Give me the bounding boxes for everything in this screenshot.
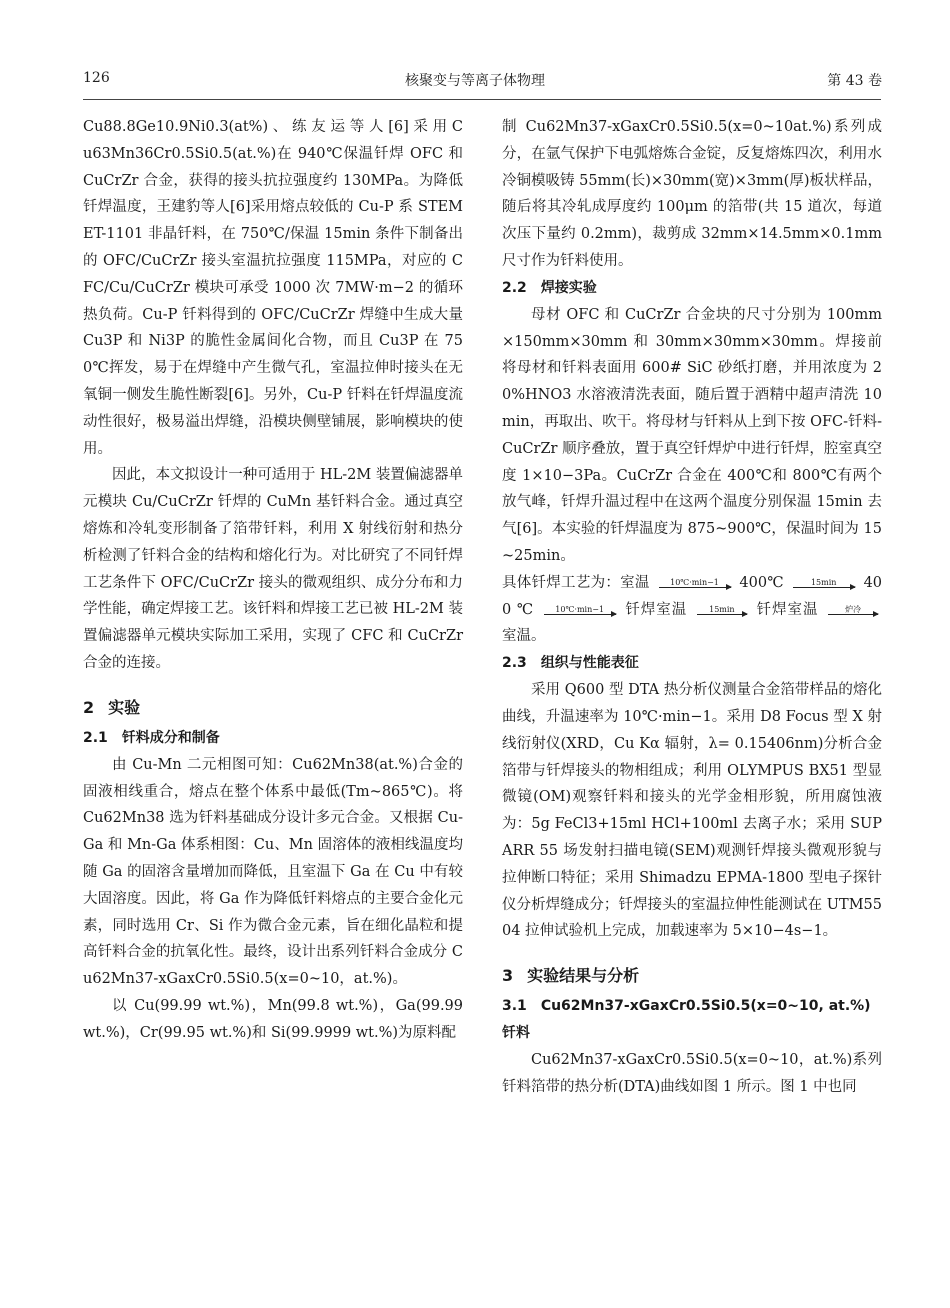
subsection-heading <box>83 725 463 752</box>
arrow-label: 10℃·min−1 <box>670 577 719 587</box>
subsection-heading <box>502 993 882 1047</box>
subsection-number: 3.1 <box>502 998 527 1015</box>
section-number: 3 <box>502 966 514 986</box>
arrow-label: 10℃·min−1 <box>555 604 605 614</box>
process-arrow <box>828 605 878 615</box>
paragraph: 母材 OFC 和 CuCrZr 合金块的尺寸分别为 100mm×150mm×30mm 和 30mm×30mm×30mm。焊接前将母材和钎料表面用 600# SiC 砂纸打磨，并用浓度为 20%HNO3 水溶液清洗表面，随后置于酒精中超声清洗 10min，再取出、吹干。将母材与钎料从上到下按 OFC-钎料-CuCrZr 顺序叠放，置于真空钎焊炉中进行钎焊，腔室真空度 1×10−3Pa。CuCrZr 合金在 400℃和 800℃有两个放气峰，钎焊升温过程中在这两个温度分别保温 15min 去气[6]。本实验的钎焊温度为 875~900℃，保温时间为 15~25min。 <box>502 306 882 564</box>
process-step: 室温。 <box>502 628 546 645</box>
paragraph: 因此，本文拟设计一种可适用于 HL-2M 装置偏滤器单元模块 Cu/CuCrZr 钎焊的 CuMn 基钎料合金。通过真空熔炼和冷轧变形制备了箔带钎料，利用 X 射线衍射和热分析检测了钎料合金的结构和熔化行为。对比研究了不同钎焊工艺条件下 OFC/CuCrZr 接头的微观组织、成分分布和力学性能，确定焊接工艺。该钎料和焊接工艺已被 HL-2M 装置偏滤器单元模块实际加工采用，实现了 CFC 和 CuCrZr 合金的连接。 <box>83 467 463 671</box>
section-title: 实验结果与分析 <box>527 966 640 986</box>
process-arrow <box>544 605 616 615</box>
brazing-process <box>502 570 882 650</box>
subsection-title: 焊接实验 <box>540 279 597 296</box>
section-heading <box>502 963 882 989</box>
right-column <box>502 114 882 1101</box>
process-step: 400 ℃ <box>502 574 883 618</box>
paragraph: 由 Cu-Mn 二元相图可知：Cu62Mn38(at.%)合金的固液相线重合，熔点在整个体系中最低(Tm~865℃)。将 Cu62Mn38 选为钎料基础成分设计多元合金。又根据 Cu-Ga 和 Mn-Ga 体系相图：Cu、Mn 固溶体的液相线温度均随 Ga 的固溶含量增加而降低，且室温下 Ga 在 Cu 中有较大固溶度。因此，将 Ga 作为降低钎料熔点的主要合金化元素，同时选用 Cr、Si 作为微合金元素，旨在细化晶粒和提高钎料合金的抗氧化性。最终，设计出系列钎料合金成分 Cu62Mn37-xGaxCr0.5Si0.5(x=0~10，at.%)。 <box>83 756 463 988</box>
paragraph: Cu88.8Ge10.9Ni0.3(at%) 、 练 友 运 等 人 [6] 采 用 Cu63Mn36Cr0.5Si0.5(at.%)在 940℃保温钎焊 OFC 和 CuCrZr 合金，获得的接头抗拉强度约 130MPa。为降低钎焊温度，王建豹等人[6]采用熔点较低的 Cu-P 系 STEMET-1101 非晶钎料，在 750℃/保温 15min 条件下制备出的 OFC/CuCrZr 接头室温抗拉强度 115MPa，对应的 CFC/Cu/CuCrZr 模块可承受 1000 次 7MW·m−2 的循环热负荷。Cu-P 钎料得到的 OFC/CuCrZr 焊缝中生成大量 Cu3P 和 Ni3P 的脆性金属间化合物，而且 Cu3P 在 750℃挥发，易于在焊缝中产生微气孔，室温拉伸时接头在无氧铜一侧发生脆性断裂[6]。另外，Cu-P 钎料在钎焊温度流动性很好，极易溢出焊缝，沿模块侧壁铺展，影响模块的使用。 <box>83 119 463 457</box>
section-number: 2 <box>83 697 95 717</box>
subsection-number: 2.1 <box>83 729 108 746</box>
header-rule <box>83 99 881 100</box>
paragraph: 采用 Q600 型 DTA 热分析仪测量合金箔带样品的熔化曲线，升温速率为 10℃·min−1。采用 D8 Focus 型 X 射线衍射仪(XRD，Cu Kα 辐射，λ= 0.15406nm)分析合金箔带与钎焊接头的物相组成；利用 OLYMPUS BX51 型显微镜(OM)观察钎料和接头的光学金相形貌，所用腐蚀液为：5g FeCl3+15ml HCl+100ml 去离子水；采用 SUPARR 55 场发射扫描电镜(SEM)观测钎焊接头微观形貌与拉伸断口特征；采用 Shimadzu EPMA-1800 型电子探针仪分析焊缝成分；钎焊接头的室温拉伸性能测试在 UTM5504 拉伸试验机上完成，加载速率为 5×10−4s−1。 <box>502 682 882 940</box>
arrow-label: 15min <box>810 577 837 587</box>
section-title: 实验 <box>108 697 141 717</box>
subsection-title: 钎料成分和制备 <box>121 729 220 746</box>
process-step: 钎焊室温 <box>625 601 688 618</box>
journal-title: 核聚变与等离子体物理 <box>405 73 545 89</box>
process-arrow <box>793 578 855 588</box>
subsection-heading <box>502 275 882 302</box>
process-intro: 具体钎焊工艺为：室温 <box>502 574 650 591</box>
subsection-number: 2.2 <box>502 279 527 296</box>
process-arrow <box>659 578 731 588</box>
subsection-heading <box>502 650 882 677</box>
paragraph: 制 Cu62Mn37-xGaxCr0.5Si0.5(x=0~10at.%)系列成分，在氩气保护下电弧熔炼合金锭，反复熔炼四次，利用水冷铜模吸铸 55mm(长)×30mm(宽)×3mm(厚)板状样品，随后将其冷轧成厚度约 100μm 的箔带(共 15 道次，每道次压下量约 0.2mm)，裁剪成 32mm×14.5mm×0.1mm 尺寸作为钎料使用。 <box>502 119 882 269</box>
volume-label: 第 43 卷 <box>827 73 882 89</box>
process-arrow <box>697 605 747 615</box>
subsection-number: 2.3 <box>502 655 527 672</box>
page-number: 126 <box>83 70 110 86</box>
left-column <box>83 114 463 1047</box>
section-heading <box>83 695 463 721</box>
process-step: 400℃ <box>739 574 784 591</box>
paragraph: Cu62Mn37-xGaxCr0.5Si0.5(x=0~10，at.%)系列钎料箔带的热分析(DTA)曲线如图 1 所示。图 1 中也同 <box>502 1052 882 1095</box>
arrow-label: 炉冷 <box>845 604 862 614</box>
arrow-label: 15min <box>709 604 735 614</box>
subsection-title: Cu62Mn37-xGaxCr0.5Si0.5(x=0~10, at.%)钎料 <box>502 998 871 1042</box>
subsection-title: 组织与性能表征 <box>540 655 639 672</box>
process-step: 钎焊室温 <box>756 601 819 618</box>
paragraph: 以 Cu(99.99 wt.%)，Mn(99.8 wt.%)，Ga(99.99 wt.%)，Cr(99.95 wt.%)和 Si(99.9999 wt.%)为原料配 <box>83 997 463 1041</box>
